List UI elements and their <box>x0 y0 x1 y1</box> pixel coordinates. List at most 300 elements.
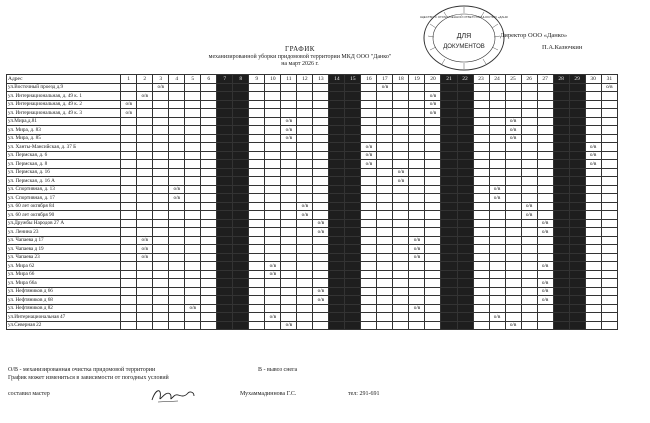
address-cell: ул. Нефтяников д 66 <box>7 287 121 296</box>
schedule-cell <box>377 126 393 135</box>
schedule-cell <box>137 279 153 288</box>
schedule-cell <box>217 287 233 296</box>
schedule-cell <box>329 219 345 228</box>
schedule-cell <box>217 160 233 169</box>
schedule-cell <box>537 126 553 135</box>
table-row <box>7 236 618 245</box>
schedule-cell <box>601 279 617 288</box>
schedule-cell <box>185 143 201 152</box>
schedule-cell <box>521 168 537 177</box>
schedule-cell <box>217 126 233 135</box>
schedule-cell <box>217 168 233 177</box>
approval-block <box>500 30 640 54</box>
schedule-cell <box>329 100 345 109</box>
schedule-cell <box>553 270 569 279</box>
schedule-cell <box>233 321 249 330</box>
schedule-cell <box>441 313 457 322</box>
schedule-cell <box>265 151 281 160</box>
schedule-cell <box>121 211 137 220</box>
schedule-cell <box>361 92 377 101</box>
schedule-cell <box>473 83 489 92</box>
schedule-cell <box>569 185 585 194</box>
schedule-cell <box>345 83 361 92</box>
schedule-cell <box>121 151 137 160</box>
schedule-cell <box>313 117 329 126</box>
schedule-cell <box>505 168 521 177</box>
schedule-cell <box>153 287 169 296</box>
schedule-cell <box>585 270 601 279</box>
schedule-cell <box>505 245 521 254</box>
schedule-cell <box>329 194 345 203</box>
schedule-cell <box>569 126 585 135</box>
schedule-cell <box>153 202 169 211</box>
schedule-cell <box>185 313 201 322</box>
schedule-cell <box>505 304 521 313</box>
schedule-cell <box>265 296 281 305</box>
legend-note: График может измениться в зависимости от погодных условий <box>8 375 169 381</box>
schedule-cell: о/в <box>281 134 297 143</box>
schedule-cell <box>345 313 361 322</box>
table-row <box>7 321 618 330</box>
schedule-cell <box>329 321 345 330</box>
schedule-cell: о/в <box>409 236 425 245</box>
schedule-cell: о/в <box>137 92 153 101</box>
schedule-cell <box>153 109 169 118</box>
address-cell: ул. Мира 66 <box>7 270 121 279</box>
schedule-cell <box>265 236 281 245</box>
schedule-cell <box>473 270 489 279</box>
schedule-cell <box>489 134 505 143</box>
schedule-cell <box>121 236 137 245</box>
day-header: 3 <box>153 75 169 84</box>
schedule-cell <box>393 211 409 220</box>
schedule-cell <box>601 296 617 305</box>
schedule-cell <box>137 83 153 92</box>
schedule-cell <box>441 279 457 288</box>
schedule-cell <box>569 194 585 203</box>
schedule-cell: о/в <box>297 202 313 211</box>
composer-name: Мухаммадиннова Г.С. <box>240 391 297 397</box>
schedule-cell <box>297 168 313 177</box>
schedule-cell <box>297 160 313 169</box>
day-header: 22 <box>457 75 473 84</box>
day-header: 4 <box>169 75 185 84</box>
schedule-cell <box>281 194 297 203</box>
schedule-cell <box>153 185 169 194</box>
schedule-cell <box>457 92 473 101</box>
schedule-cell <box>441 296 457 305</box>
schedule-cell <box>169 160 185 169</box>
schedule-cell <box>233 253 249 262</box>
address-cell: ул.Мира,д.81 <box>7 117 121 126</box>
schedule-cell <box>121 185 137 194</box>
schedule-cell <box>489 279 505 288</box>
schedule-cell <box>249 117 265 126</box>
schedule-cell <box>393 143 409 152</box>
schedule-cell <box>265 228 281 237</box>
schedule-cell <box>377 219 393 228</box>
schedule-cell <box>297 228 313 237</box>
schedule-cell <box>377 134 393 143</box>
address-cell: ул. Интернациональная, д. 49 к. 3 <box>7 109 121 118</box>
schedule-cell <box>601 202 617 211</box>
schedule-cell <box>473 109 489 118</box>
schedule-cell <box>521 194 537 203</box>
schedule-cell <box>457 143 473 152</box>
schedule-cell <box>537 270 553 279</box>
schedule-cell: о/в <box>425 109 441 118</box>
schedule-cell <box>313 321 329 330</box>
schedule-cell <box>297 304 313 313</box>
schedule-cell <box>201 109 217 118</box>
schedule-cell <box>377 313 393 322</box>
schedule-cell <box>265 109 281 118</box>
schedule-cell <box>233 202 249 211</box>
schedule-cell <box>601 236 617 245</box>
schedule-cell <box>249 92 265 101</box>
legend-v: В - вывоз снега <box>258 367 298 373</box>
schedule-cell <box>489 304 505 313</box>
schedule-cell <box>169 270 185 279</box>
schedule-cell <box>457 109 473 118</box>
day-header: 27 <box>537 75 553 84</box>
schedule-cell <box>281 109 297 118</box>
schedule-cell <box>457 185 473 194</box>
schedule-cell <box>313 262 329 271</box>
schedule-cell <box>249 83 265 92</box>
schedule-cell <box>121 177 137 186</box>
schedule-cell <box>569 236 585 245</box>
schedule-cell <box>521 117 537 126</box>
schedule-cell: о/в <box>265 313 281 322</box>
schedule-cell <box>505 219 521 228</box>
schedule-cell <box>185 168 201 177</box>
schedule-cell <box>313 126 329 135</box>
signature-icon <box>148 384 198 406</box>
document-title <box>150 46 450 69</box>
schedule-cell <box>425 245 441 254</box>
schedule-cell <box>361 211 377 220</box>
schedule-cell <box>345 270 361 279</box>
schedule-cell <box>521 143 537 152</box>
schedule-cell <box>121 117 137 126</box>
table-header-row <box>7 75 618 84</box>
schedule-cell <box>249 177 265 186</box>
schedule-cell <box>569 245 585 254</box>
schedule-cell <box>489 287 505 296</box>
schedule-cell <box>345 253 361 262</box>
schedule-cell <box>185 100 201 109</box>
schedule-cell <box>553 219 569 228</box>
table-row <box>7 100 618 109</box>
address-cell: ул. Интернациональная, д. 49 к. 1 <box>7 92 121 101</box>
address-cell: ул.Восточный проезд д.9 <box>7 83 121 92</box>
schedule-cell <box>553 151 569 160</box>
schedule-cell <box>377 321 393 330</box>
schedule-cell <box>329 83 345 92</box>
schedule-cell <box>409 177 425 186</box>
day-header: 10 <box>265 75 281 84</box>
schedule-cell <box>153 321 169 330</box>
schedule-cell <box>329 177 345 186</box>
schedule-cell <box>585 202 601 211</box>
schedule-cell <box>329 270 345 279</box>
schedule-cell: о/в <box>121 100 137 109</box>
schedule-cell <box>313 100 329 109</box>
schedule-cell <box>377 211 393 220</box>
schedule-cell <box>457 83 473 92</box>
schedule-cell <box>585 262 601 271</box>
schedule-cell <box>201 304 217 313</box>
schedule-cell <box>249 194 265 203</box>
day-header: 11 <box>281 75 297 84</box>
schedule-cell <box>121 262 137 271</box>
schedule-cell <box>121 296 137 305</box>
schedule-cell <box>489 296 505 305</box>
day-header: 21 <box>441 75 457 84</box>
schedule-cell <box>185 185 201 194</box>
schedule-cell <box>569 168 585 177</box>
schedule-cell: о/в <box>601 83 617 92</box>
schedule-cell <box>153 126 169 135</box>
table-row <box>7 160 618 169</box>
address-cell: ул. 60 лет октября 90 <box>7 211 121 220</box>
table-row <box>7 92 618 101</box>
address-cell: ул. Нефтяников д 82 <box>7 304 121 313</box>
schedule-cell <box>297 134 313 143</box>
schedule-cell <box>473 168 489 177</box>
schedule-cell: о/в <box>377 83 393 92</box>
schedule-cell <box>233 313 249 322</box>
schedule-cell <box>217 270 233 279</box>
schedule-cell <box>473 117 489 126</box>
schedule-cell <box>489 117 505 126</box>
schedule-cell <box>249 100 265 109</box>
schedule-cell <box>601 143 617 152</box>
schedule-cell <box>185 287 201 296</box>
schedule-cell <box>265 219 281 228</box>
schedule-cell <box>233 126 249 135</box>
schedule-cell <box>185 296 201 305</box>
table-row <box>7 83 618 92</box>
schedule-cell <box>425 219 441 228</box>
schedule-cell <box>601 219 617 228</box>
schedule-cell <box>441 228 457 237</box>
schedule-cell: о/в <box>393 177 409 186</box>
schedule-cell <box>505 100 521 109</box>
schedule-cell <box>585 185 601 194</box>
schedule-cell <box>217 296 233 305</box>
schedule-cell <box>153 219 169 228</box>
schedule-cell <box>473 100 489 109</box>
schedule-cell <box>585 134 601 143</box>
address-cell: ул. Интернациональная, д. 49 к. 2 <box>7 100 121 109</box>
schedule-cell <box>313 83 329 92</box>
schedule-cell <box>329 134 345 143</box>
schedule-cell <box>345 134 361 143</box>
schedule-cell <box>409 211 425 220</box>
schedule-cell <box>345 109 361 118</box>
schedule-cell <box>345 100 361 109</box>
table-row <box>7 185 618 194</box>
schedule-cell <box>313 151 329 160</box>
schedule-cell <box>153 143 169 152</box>
schedule-cell <box>201 117 217 126</box>
schedule-cell <box>425 253 441 262</box>
schedule-cell <box>345 321 361 330</box>
schedule-cell <box>169 143 185 152</box>
day-header: 2 <box>137 75 153 84</box>
schedule-cell <box>297 117 313 126</box>
schedule-cell: о/в <box>537 296 553 305</box>
schedule-cell <box>249 168 265 177</box>
schedule-cell <box>537 321 553 330</box>
stamp-center-line2: ДОКУМЕНТОВ <box>443 44 485 50</box>
schedule-cell <box>393 321 409 330</box>
schedule-cell <box>201 253 217 262</box>
day-header: 25 <box>505 75 521 84</box>
day-header: 18 <box>393 75 409 84</box>
schedule-cell <box>393 160 409 169</box>
schedule-cell <box>233 100 249 109</box>
schedule-cell <box>137 177 153 186</box>
schedule-cell <box>329 109 345 118</box>
schedule-cell <box>217 185 233 194</box>
schedule-cell <box>521 83 537 92</box>
schedule-cell <box>425 313 441 322</box>
schedule-cell <box>569 228 585 237</box>
schedule-cell <box>233 228 249 237</box>
schedule-cell <box>473 177 489 186</box>
schedule-cell <box>217 177 233 186</box>
schedule-cell: о/в <box>505 134 521 143</box>
schedule-cell <box>265 126 281 135</box>
schedule-cell <box>489 262 505 271</box>
schedule-cell <box>121 245 137 254</box>
schedule-cell <box>281 219 297 228</box>
schedule-cell: о/в <box>585 151 601 160</box>
address-cell: ул. Ханты-Мансийская, д. 37 Б <box>7 143 121 152</box>
schedule-cell <box>601 270 617 279</box>
schedule-cell <box>169 313 185 322</box>
legend-ov: О/В - механизированная очистка придомовой территории <box>8 367 156 373</box>
schedule-cell <box>601 211 617 220</box>
schedule-cell <box>521 296 537 305</box>
schedule-cell <box>393 245 409 254</box>
schedule-cell <box>153 236 169 245</box>
schedule-cell <box>121 270 137 279</box>
schedule-cell <box>409 279 425 288</box>
approval-name: П.А.Казючкин <box>542 44 583 51</box>
schedule-cell <box>281 296 297 305</box>
schedule-cell <box>329 211 345 220</box>
schedule-cell <box>297 287 313 296</box>
schedule-cell <box>601 117 617 126</box>
table-row <box>7 134 618 143</box>
schedule-cell <box>425 83 441 92</box>
schedule-cell <box>425 287 441 296</box>
schedule-cell <box>313 194 329 203</box>
composed-by-label: составил мастер <box>8 391 50 397</box>
schedule-cell <box>265 100 281 109</box>
schedule-cell: о/в <box>505 126 521 135</box>
schedule-cell <box>393 270 409 279</box>
schedule-cell <box>233 177 249 186</box>
schedule-cell <box>137 219 153 228</box>
schedule-cell <box>185 253 201 262</box>
schedule-cell <box>313 304 329 313</box>
schedule-cell <box>393 279 409 288</box>
schedule-cell <box>313 143 329 152</box>
schedule-cell <box>569 134 585 143</box>
schedule-cell <box>185 219 201 228</box>
schedule-cell <box>569 262 585 271</box>
schedule-cell: о/в <box>137 253 153 262</box>
schedule-cell <box>249 143 265 152</box>
schedule-cell <box>457 270 473 279</box>
day-header: 6 <box>201 75 217 84</box>
schedule-cell <box>265 211 281 220</box>
schedule-cell <box>601 287 617 296</box>
schedule-cell: о/в <box>489 185 505 194</box>
schedule-cell <box>585 211 601 220</box>
schedule-cell <box>281 211 297 220</box>
schedule-cell <box>201 160 217 169</box>
schedule-cell <box>441 262 457 271</box>
schedule-cell <box>313 92 329 101</box>
schedule-cell <box>153 177 169 186</box>
schedule-cell <box>409 151 425 160</box>
schedule-cell <box>569 177 585 186</box>
schedule-cell <box>265 143 281 152</box>
schedule-cell <box>201 211 217 220</box>
schedule-cell <box>361 245 377 254</box>
schedule-cell <box>185 92 201 101</box>
schedule-cell <box>297 219 313 228</box>
schedule-cell <box>281 168 297 177</box>
schedule-cell <box>505 92 521 101</box>
schedule-cell <box>153 92 169 101</box>
schedule-cell <box>521 219 537 228</box>
schedule-cell <box>185 109 201 118</box>
schedule-cell <box>297 143 313 152</box>
schedule-cell: о/в <box>265 262 281 271</box>
schedule-cell <box>553 245 569 254</box>
schedule-cell <box>553 134 569 143</box>
schedule-cell <box>201 194 217 203</box>
schedule-cell <box>505 287 521 296</box>
schedule-cell <box>601 151 617 160</box>
schedule-cell: о/в <box>505 117 521 126</box>
schedule-cell <box>537 236 553 245</box>
schedule-cell <box>249 313 265 322</box>
schedule-cell <box>585 228 601 237</box>
schedule-cell: о/в <box>313 219 329 228</box>
schedule-cell <box>361 126 377 135</box>
schedule-cell <box>569 202 585 211</box>
schedule-cell <box>425 304 441 313</box>
address-cell: ул.Интернациональная 47 <box>7 313 121 322</box>
schedule-cell <box>121 321 137 330</box>
schedule-cell <box>265 177 281 186</box>
schedule-cell <box>585 313 601 322</box>
schedule-cell <box>297 279 313 288</box>
schedule-cell <box>601 134 617 143</box>
schedule-cell <box>313 313 329 322</box>
schedule-cell: о/в <box>361 160 377 169</box>
schedule-cell <box>153 211 169 220</box>
schedule-cell <box>281 143 297 152</box>
